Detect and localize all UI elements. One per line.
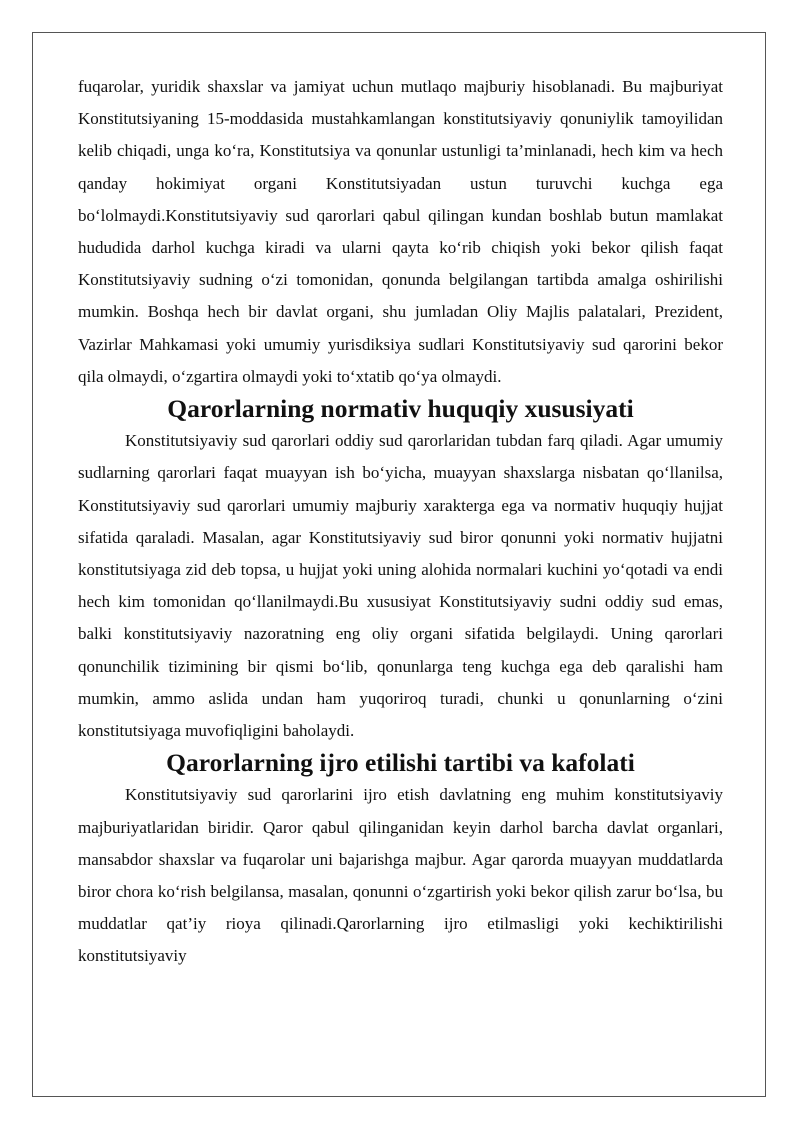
body-paragraph-1: fuqarolar, yuridik shaxslar va jamiyat uchun mutlaqo majburiy hisoblanadi. Bu majburiyat Konstitutsiyaning 15-moddasida mustahkamlangan konstitutsiyaviy qonuniylik tamoyilidan kelib chiqadi, unga ko‘ra, Konstitutsiya va qonunlar ustunligi ta’minlanadi, hech kim va hech qanday hokimiyat organi Konstitutsiyadan ustun turuvchi kuchga ega bo‘lolmaydi.Konstitutsiyaviy sud qarorlari qabul qilingan kundan boshlab butun mamlakat hududida darhol kuchga kiradi va ularni qayta ko‘rib chiqish yoki bekor qilish faqat Konstitutsiyaviy sudning o‘zi tomonidan, qonunda belgilangan tartibda amalga oshirilishi mumkin. Boshqa hech bir davlat organi, shu jumladan Oliy Majlis palatalari, Prezident, Vazirlar Mahkamasi yoki umumiy yurisdiksiya sudlari Konstitutsiyaviy sud qarorini bekor qila olmaydi, o‘zgartira olmaydi yoki to‘xtatib qo‘ya olmaydi. [78,77,723,386]
section-heading-normative: Qarorlarning normativ huquqiy xususiyati [167,394,634,424]
body-paragraph-3: Konstitutsiyaviy sud qarorlarini ijro etish davlatning eng muhim konstitutsiyaviy majburiyatlaridan biridir. Qaror qabul qilinganidan keyin darhol barcha davlat organlari, mansabdor shaxslar va fuqarolar uni bajarishga majbur. Agar qarorda muayyan muddatlarda biror chora ko‘rish belgilansa, masalan, qonunni o‘zgartirish yoki bekor qilish zarur bo‘lsa, bu muddatlar qat’iy rioya qilinadi.Qarorlarning ijro etilmasligi yoki kechiktirilishi konstitutsiyaviy [78,785,723,966]
section-heading-execution: Qarorlarning ijro etilishi tartibi va kafolati [166,748,635,778]
document-body [78,71,723,973]
body-paragraph-2: Konstitutsiyaviy sud qarorlari oddiy sud qarorlaridan tubdan farq qiladi. Agar umumiy sudlarning qarorlari faqat muayyan ish bo‘yicha, muayyan shaxslarga nisbatan qo‘llanilsa, Konstitutsiyaviy sud qarorlari umumiy majburiy xarakterga ega va normativ huquqiy hujjat sifatida qaraladi. Masalan, agar Konstitutsiyaviy sud biror qonunni yoki normativ hujjatni konstitutsiyaga zid deb topsa, u hujjat yoki uning alohida normalari kuchini yo‘qotadi va endi hech kim tomonidan qo‘llanilmaydi.Bu xususiyat Konstitutsiyaviy sudni oddiy sud emas, balki konstitutsiyaviy nazoratning eng oliy organi sifatida belgilaydi. Uning qarorlari qonunchilik tizimining bir qismi bo‘lib, qonunlarga teng kuchga ega deb qaralishi ham mumkin, ammo aslida undan ham yuqoriroq turadi, chunki u qonunlarning o‘zini konstitutsiyaga muvofiqligini baholaydi. [78,431,723,741]
